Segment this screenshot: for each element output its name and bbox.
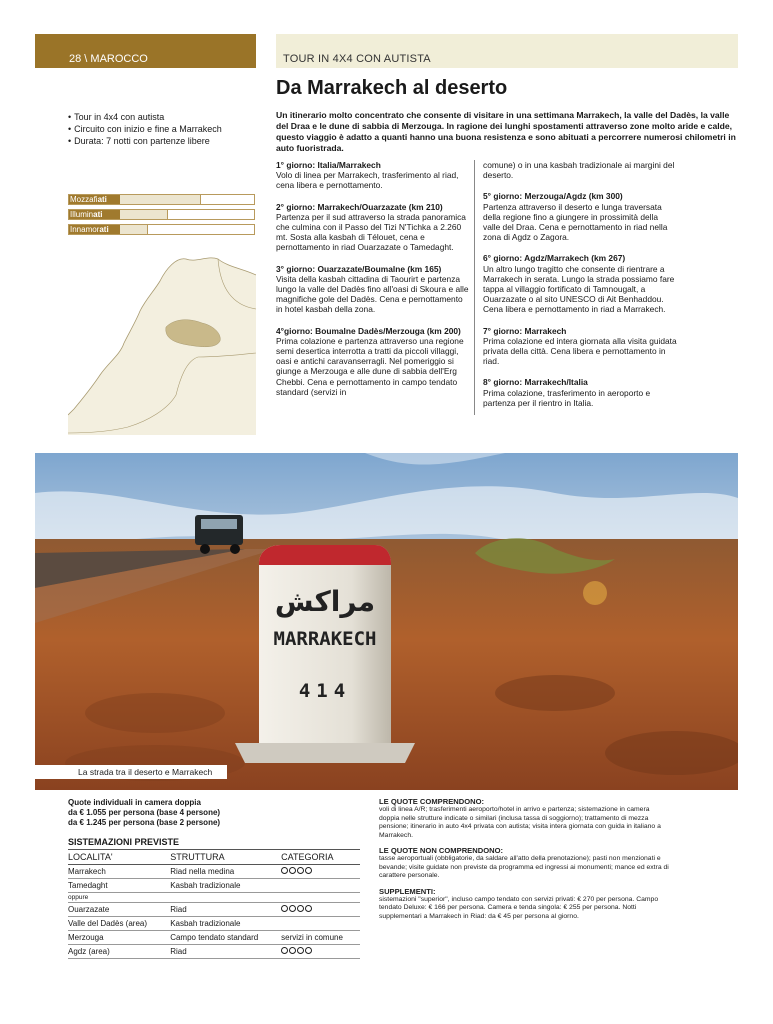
location-cell: Agdz (area) [68,945,170,959]
rating-dot-icon [289,867,296,874]
rating-dot-icon [289,947,296,954]
page-tag-label: 28 \ MAROCCO [69,53,148,65]
day-text-continued: comune) o in una kasbah tradizionale ai margini del deserto. [483,160,675,181]
day-text: Prima colazione, trasferimento in aeroporto e partenza per il rientro in Italia. [483,387,651,408]
supplements-title: SUPPLEMENTI: [379,886,436,896]
rating-fill [120,210,168,219]
highlight-item: • Durata: 7 notti con partenze libere [68,135,222,147]
category-tag [276,34,738,68]
category-rating [281,945,360,959]
day-title: 5° giorno: Merzouga/Agdz (km 300) [483,191,623,202]
table-row [68,931,360,945]
table-row [68,945,360,959]
highlights-list [68,111,222,148]
structure-cell [170,893,281,903]
structure-cell: Riad nella medina [170,865,281,879]
highlight-item: • Circuito con inizio e fine a Marrakech [68,123,222,135]
column-divider [474,160,475,415]
quote-line: da € 1.245 per persona (base 2 persone) [68,818,221,827]
morocco-map [68,245,256,435]
day-text: Visita della kasbah cittadina di Taourirt e partenza lungo la valle del Dadès fino all'oasi di Skoura e alle magnifiche gole del Dadès. Cena e pernottamento in hotel kasbah della zona. [276,273,469,315]
rating-dot-icon [281,947,288,954]
category-cell [281,879,360,893]
location-cell: oppure [68,893,170,903]
structure-cell: Riad [170,903,281,917]
column-header: LOCALITA' [68,850,170,865]
rating-fill [120,225,148,234]
rating-dot-icon [305,947,312,954]
rating-dot-icon [281,905,288,912]
desert-road-photo [35,453,738,790]
milestone-arabic-text: مراكش [274,585,376,618]
category-rating [281,903,360,917]
rating-dot-icon [297,947,304,954]
price-quotes [68,798,220,828]
quote-line: da € 1.055 per persona (base 4 persone) [68,808,221,817]
intro-text: Un itinerario molto concentrato che consente di visitare in una settimana Marrakech, la valle del Dadès, la valle del Draa e le dune di sabbia di Merzouga. In ragione dei lunghi spostamenti attraverso zone molto aride e calde, questo viaggio è adatto a quanti hanno una buona resistenza e sono abituati a percorrere numerosi chilometri in auto fuoristrada. [276,110,736,153]
itinerary-column-2 [483,160,677,419]
day-text: Partenza attraverso il deserto e lunga traversata della regione fino a giungere in prossimità della valle del Draa. Cena e pernottamento in riad nella zona di Agdz o Zagora. [483,201,668,243]
column-header: CATEGORIA [281,850,360,865]
location-cell: Valle del Dadès (area) [68,917,170,931]
day-text: Prima colazione e partenza attraverso una regione semi desertica interrotta a tratti da piccoli villaggi, oasi e antichi caravanserragli. Nel pomeriggio si giunge a Merzouga e alle dune di sabbia dell'Erg Chebbi. Cena e pernottamento in campo tendato standard (servizi in [276,335,464,397]
rating-label: Innamorati [69,225,120,234]
structure-cell: Campo tendato standard [170,931,281,945]
rating-label: Mozzafiati [69,195,120,204]
table-row [68,917,360,931]
day-title: 3° giorno: Ouarzazate/Boumalne (km 165) [276,263,442,274]
location-cell: Ouarzazate [68,903,170,917]
structure-cell: Kasbah tradizionale [170,917,281,931]
included-title: LE QUOTE COMPRENDONO: [379,797,485,806]
category-label: TOUR IN 4X4 CON AUTISTA [283,53,431,65]
table-row [68,865,360,879]
day-text: Partenza per il sud attraverso la strada panoramica che culmina con il Passo del Tizi N'Tichka a 2.260 mt. Sosta alla kasbah di Télouet, cena e pernottamento in riad Ouarzazate o Tamedaght. [276,211,466,253]
table-row [68,903,360,917]
quote-line: Quote individuali in camera doppia [68,798,201,807]
day-title: 1° giorno: Italia/Marrakech [276,160,381,170]
rating-dot-icon [281,867,288,874]
day-title: 7° giorno: Marrakech [483,325,567,336]
rating-bar [68,209,255,220]
day-title: 4°giorno: Boumalne Dadès/Merzouga (km 200) [276,325,461,336]
structure-cell: Riad [170,945,281,959]
day-text: Prima colazione ed intera giornata alla visita guidata privata della città. Cena libera e pernottamento in riad. [483,335,677,367]
rating-fill [120,195,201,204]
milestone-km-text: 414 [298,680,352,702]
category-cell [281,893,360,903]
day-title: 6° giorno: Agdz/Marrakech (km 267) [483,253,626,264]
rating-label: Illuminati [69,210,120,219]
category-cell [281,917,360,931]
day-title: 2° giorno: Marrakech/Ouarzazate (km 210) [276,201,443,212]
rating-dot-icon [297,867,304,874]
milestone-city-text: MARRAKECH [273,628,377,650]
page-title: Da Marrakech al deserto [276,77,508,99]
rating-dot-icon [305,867,312,874]
location-cell: Marrakech [68,865,170,879]
not-included-title: LE QUOTE NON COMPRENDONO: [379,846,504,856]
page-tag [35,34,256,68]
highlight-item: • Tour in 4x4 con autista [68,111,222,123]
rating-dot-icon [305,905,312,912]
not-included-text: tasse aeroportuali (obbligatorie, da saldare all'atto della prenotazione); pasti non menzionati e bevande; visite guidate non previste da programma ed ingressi ai monumenti; mance ed extra di carattere personale. [379,855,669,880]
rating-dot-icon [289,905,296,912]
category-cell: servizi in comune [281,931,360,945]
day-title: 8° giorno: Marrakech/Italia [483,377,588,388]
supplements-text: sistemazioni "superior", incluso campo tendato con servizi privati: € 270 per persona. Campo tendato Deluxe: € 166 per persona. Camera e tenda singola: € 255 per persona. Notti supplementari a Marrakech in Riad: da € 45 per persona al giorno. [379,896,659,920]
location-cell: Merzouga [68,931,170,945]
table-row [68,879,360,893]
day-text: Volo di linea per Marrakech, trasferimento al riad, cena libera e pernottamento. [276,170,459,191]
day-text: Un altro lungo tragitto che consente di rientrare a Marrakech in serata. Lungo la strada possiamo fare tappa al villaggio fortificato di Tamnougalt, a Ouarzazate o al sito UNESCO di Ait Benhaddou. Cena libera e pernottamento in riad a Marrakech. [483,263,675,315]
accommodations-title: SISTEMAZIONI PREVISTE [68,837,180,847]
included-text: voli di linea A/R; trasferimenti aeroporto/hotel in arrivo e partenza; sistemazione in camera doppia nelle strutture indicate o similari (inclusa tassa di soggiorno); trattamento di mezza pensione; itinerario in auto 4x4 privata con autista; visita intera giornata con guida in italiano a Marrakech. [379,806,661,839]
column-header: STRUTTURA [170,850,281,865]
category-rating [281,865,360,879]
milestone [235,545,415,763]
rating-bar [68,224,255,235]
photo-caption: La strada tra il deserto e Marrakech [35,765,227,779]
structure-cell: Kasbah tradizionale [170,879,281,893]
table-row [68,893,360,903]
location-cell: Tamedaght [68,879,170,893]
accommodations-table [68,849,360,959]
rating-dot-icon [297,905,304,912]
itinerary-column-1 [276,160,470,408]
rating-bar [68,194,255,205]
terms-section [379,798,669,928]
